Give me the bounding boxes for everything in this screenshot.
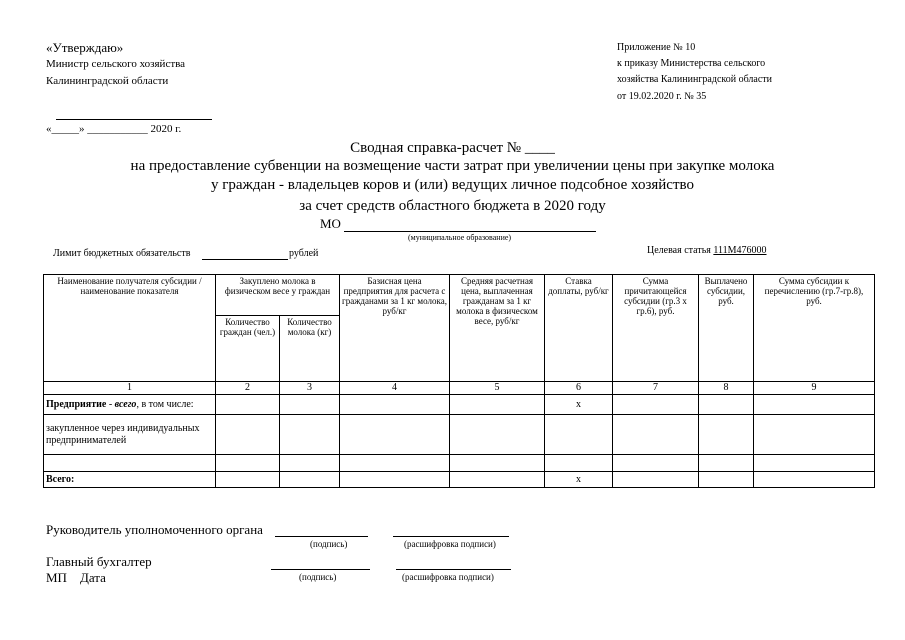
empty-cell-3 — [280, 455, 340, 472]
approve-signature-line — [56, 119, 212, 120]
enterprise-label: Предприятие - всего, в том числе: — [44, 395, 216, 415]
enterprise-label-bold: Предприятие — [46, 398, 107, 410]
header-rate: Ставка доплаты, руб/кг — [545, 275, 613, 382]
empty-cell-6 — [545, 455, 613, 472]
empty-cell-7 — [613, 455, 699, 472]
accountant-label: Главный бухгалтер — [46, 554, 152, 569]
target-label — [647, 245, 767, 256]
enterprise-paid-cell — [699, 395, 754, 415]
enterprise-milk-cell — [280, 395, 340, 415]
approve-region: Калининградской области — [46, 75, 169, 87]
total-milk-cell — [280, 472, 340, 488]
total-citizens-cell — [216, 472, 280, 488]
header-citizens-count: Количество граждан (чел.) — [216, 316, 280, 382]
table-row-enterprise — [44, 395, 875, 415]
appendix-date: от 19.02.2020 г. № 35 — [617, 91, 707, 102]
approve-title: «Утверждаю» — [46, 40, 124, 55]
appendix-order: к приказу Министерства сельского — [617, 58, 766, 69]
enterprise-label-italic: всего — [114, 398, 137, 410]
empty-cell-9 — [754, 455, 875, 472]
ip-transfer-cell — [754, 415, 875, 455]
enterprise-label-rest: , в том числе: — [136, 398, 194, 410]
header-transfer-sum: Сумма субсидии к перечислению (гр.7-гр.8), руб. — [754, 275, 875, 382]
empty-cell-1 — [44, 455, 216, 472]
total-label — [44, 472, 216, 488]
enterprise-average-price-cell — [450, 395, 545, 415]
limit-suffix: рублей — [289, 248, 319, 259]
total-rate-cell: х — [545, 472, 613, 488]
limit-field-line — [202, 259, 288, 260]
empty-cell-4 — [340, 455, 450, 472]
approve-date-line: «_____» ___________ 2020 г. — [46, 123, 182, 135]
ip-paid-cell — [699, 415, 754, 455]
enterprise-citizens-cell — [216, 395, 280, 415]
doc-subtitle-1: на предоставление субвенции на возмещение части затрат при увеличении цены при закупке молока — [130, 158, 775, 174]
subsidy-table — [43, 274, 875, 488]
header-paid: Выплачено субсидии, руб. — [699, 275, 754, 382]
mp-label: МП — [46, 570, 67, 585]
doc-subtitle-3: за счет средств областного бюджета в 2020 году — [299, 198, 606, 214]
header-milk-amount: Количество молока (кг) — [280, 316, 340, 382]
limit-label: Лимит бюджетных обязательств — [53, 248, 191, 259]
ip-label: закупленное через индивидуальных предпринимателей — [44, 415, 216, 455]
doc-title: Сводная справка-расчет № ____ — [350, 140, 555, 156]
total-due-cell — [613, 472, 699, 488]
enterprise-rate-cell: х — [545, 395, 613, 415]
head-sign-caption: (подпись) — [310, 539, 348, 549]
column-number-1: 1 — [44, 382, 216, 395]
table-row-total — [44, 472, 875, 488]
column-number-5: 5 — [450, 382, 545, 395]
mo-label: МО — [320, 216, 341, 231]
total-base-price-cell — [340, 472, 450, 488]
ip-average-price-cell — [450, 415, 545, 455]
column-number-4: 4 — [340, 382, 450, 395]
header-due-sum: Сумма причитающейся субсидии (гр.3 х гр.6), руб. — [613, 275, 699, 382]
target-label-text: Целевая статья — [647, 245, 711, 256]
empty-cell-8 — [699, 455, 754, 472]
appendix-ministry: хозяйства Калининградской области — [617, 74, 773, 85]
enterprise-transfer-cell — [754, 395, 875, 415]
ip-citizens-cell — [216, 415, 280, 455]
head-decode-line — [393, 536, 509, 537]
ip-rate-cell — [545, 415, 613, 455]
mo-caption: (муниципальное образование) — [408, 233, 512, 242]
header-recipient: Наименование получателя субсидии / наименование показателя — [44, 275, 216, 382]
head-decode-caption: (расшифровка подписи) — [404, 539, 496, 549]
header-purchased: Закуплено молока в физическом весе у граждан — [216, 275, 340, 316]
accountant-decode-caption: (расшифровка подписи) — [402, 572, 494, 582]
header-base-price: Базисная цена предприятия для расчета с гражданами за 1 кг молока, руб/кг — [340, 275, 450, 382]
appendix-number: Приложение № 10 — [617, 42, 696, 53]
ip-due-cell — [613, 415, 699, 455]
enterprise-base-price-cell — [340, 395, 450, 415]
table-row-empty — [44, 455, 875, 472]
target-code: 111М476000 — [713, 245, 767, 256]
table-row-ip — [44, 415, 875, 455]
empty-cell-5 — [450, 455, 545, 472]
ip-milk-cell — [280, 415, 340, 455]
head-signature-label: Руководитель уполномоченного органа — [46, 522, 263, 537]
column-number-8: 8 — [699, 382, 754, 395]
head-sign-line — [275, 536, 368, 537]
total-transfer-cell — [754, 472, 875, 488]
date-label: Дата — [80, 570, 106, 585]
empty-cell-2 — [216, 455, 280, 472]
total-paid-cell — [699, 472, 754, 488]
column-number-2: 2 — [216, 382, 280, 395]
column-number-7: 7 — [613, 382, 699, 395]
accountant-decode-line — [396, 569, 511, 570]
approve-position: Министр сельского хозяйства — [46, 58, 186, 70]
column-number-9: 9 — [754, 382, 875, 395]
header-average-price: Средняя расчетная цена, выплаченная гражданам за 1 кг молока в физическом весе, руб/кг — [450, 275, 545, 382]
column-number-3: 3 — [280, 382, 340, 395]
total-label-text: Всего: — [46, 473, 75, 485]
mo-field-line — [344, 231, 596, 232]
accountant-sign-caption: (подпись) — [299, 572, 337, 582]
enterprise-due-cell — [613, 395, 699, 415]
doc-subtitle-2: у граждан - владельцев коров и (или) ведущих личное подсобное хозяйство — [210, 177, 694, 193]
ip-base-price-cell — [340, 415, 450, 455]
column-number-6: 6 — [545, 382, 613, 395]
accountant-sign-line — [271, 569, 370, 570]
total-average-price-cell — [450, 472, 545, 488]
